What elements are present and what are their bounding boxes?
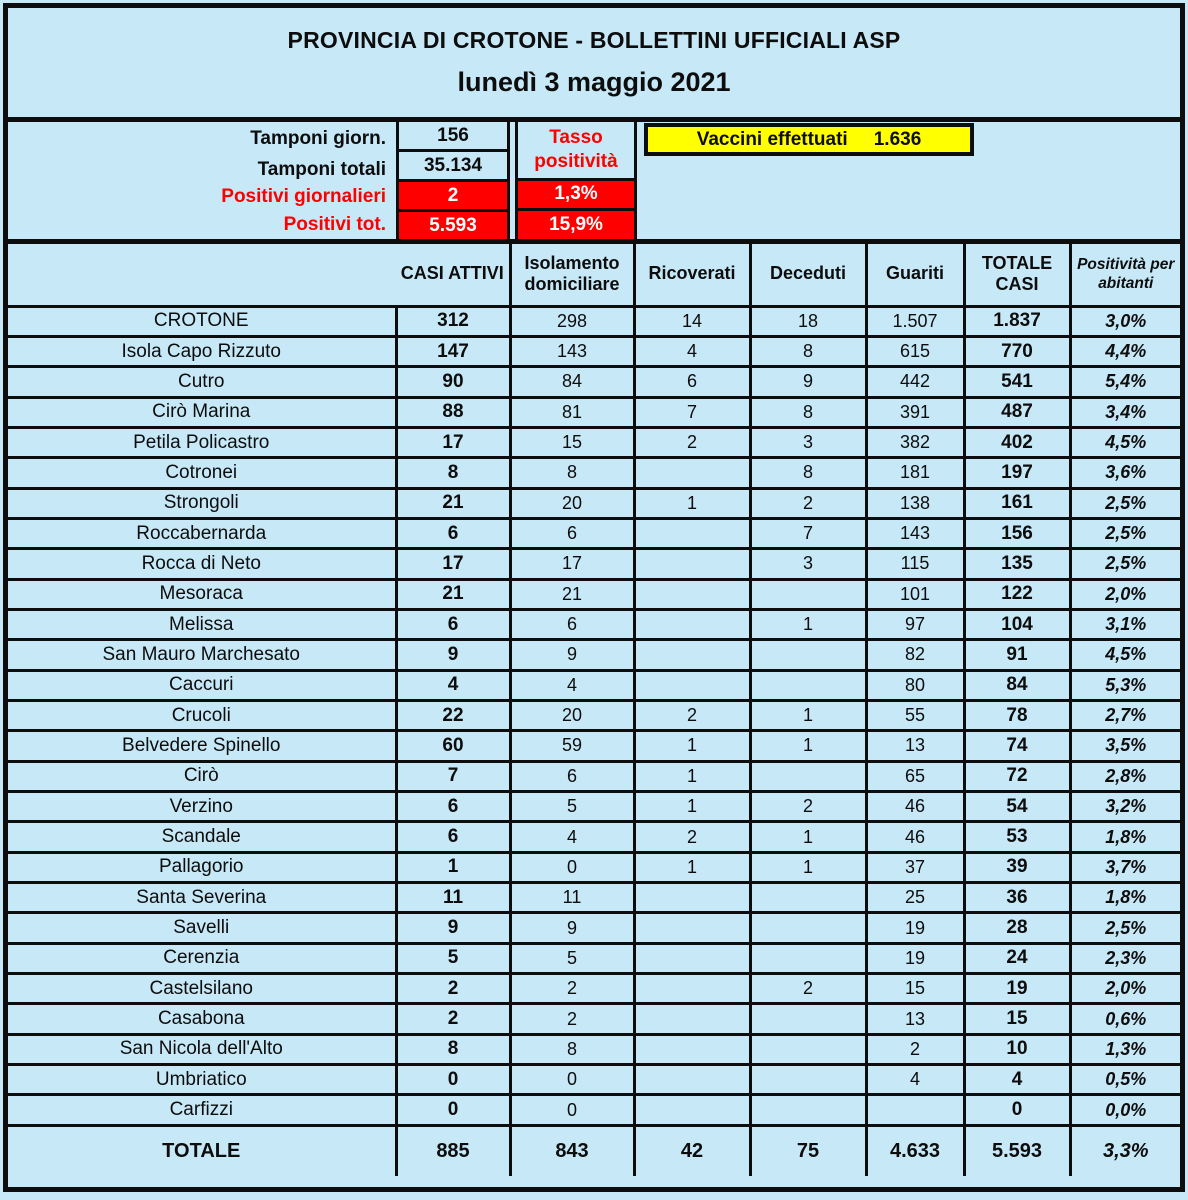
guariti-cell: 4.633 xyxy=(866,1125,964,1176)
deceduti-cell: 8 xyxy=(750,336,866,366)
casi-attivi-cell: 312 xyxy=(396,306,510,336)
isolamento-cell: 17 xyxy=(510,549,634,579)
deceduti-cell xyxy=(750,1004,866,1034)
positivita-cell: 2,5% xyxy=(1070,518,1180,548)
ricoverati-cell: 1 xyxy=(634,761,750,791)
ricoverati-cell: 1 xyxy=(634,792,750,822)
casi-attivi-cell: 147 xyxy=(396,336,510,366)
casi-attivi-cell: 2 xyxy=(396,1004,510,1034)
guariti-cell: 19 xyxy=(866,943,964,973)
table-row xyxy=(8,852,1180,882)
positivita-cell: 5,4% xyxy=(1070,367,1180,397)
isolamento-cell: 6 xyxy=(510,518,634,548)
casi-attivi-cell: 17 xyxy=(396,549,510,579)
guariti-cell: 442 xyxy=(866,367,964,397)
guariti-cell xyxy=(866,1095,964,1125)
tasso-positivita-panel xyxy=(515,122,637,239)
isolamento-cell: 6 xyxy=(510,609,634,639)
casi-attivi-cell: 9 xyxy=(396,640,510,670)
deceduti-cell xyxy=(750,883,866,913)
tamponi-totali-label: Tamponi totali xyxy=(257,158,386,180)
deceduti-cell xyxy=(750,640,866,670)
casi-attivi-cell: 0 xyxy=(396,1095,510,1125)
guariti-cell: 19 xyxy=(866,913,964,943)
deceduti-cell xyxy=(750,1095,866,1125)
totale-casi-cell: 10 xyxy=(964,1034,1070,1064)
isolamento-cell: 143 xyxy=(510,336,634,366)
table-body xyxy=(8,306,1180,1176)
isolamento-cell: 9 xyxy=(510,640,634,670)
municipality-cell: Petila Policastro xyxy=(8,427,396,457)
deceduti-cell: 1 xyxy=(750,609,866,639)
positivita-cell: 2,0% xyxy=(1070,974,1180,1004)
tasso-totale-value: 15,9% xyxy=(518,208,634,239)
isolamento-cell: 0 xyxy=(510,852,634,882)
vaccini-label: Vaccini effettuati xyxy=(696,128,848,150)
deceduti-cell: 9 xyxy=(750,367,866,397)
guariti-cell: 143 xyxy=(866,518,964,548)
ricoverati-cell: 1 xyxy=(634,488,750,518)
totale-casi-cell: 15 xyxy=(964,1004,1070,1034)
ricoverati-cell xyxy=(634,518,750,548)
table-row xyxy=(8,761,1180,791)
positivita-cell: 2,3% xyxy=(1070,943,1180,973)
isolamento-cell: 298 xyxy=(510,306,634,336)
municipality-cell: Pallagorio xyxy=(8,852,396,882)
table-row xyxy=(8,609,1180,639)
deceduti-cell: 3 xyxy=(750,549,866,579)
positivita-cell: 1,8% xyxy=(1070,822,1180,852)
table-row xyxy=(8,974,1180,1004)
table-row xyxy=(8,518,1180,548)
table-row xyxy=(8,1034,1180,1064)
municipality-cell: Crucoli xyxy=(8,700,396,730)
totale-casi-cell: 84 xyxy=(964,670,1070,700)
totale-casi-cell: 78 xyxy=(964,700,1070,730)
guariti-cell: 65 xyxy=(866,761,964,791)
casi-attivi-cell: 6 xyxy=(396,792,510,822)
deceduti-cell xyxy=(750,943,866,973)
ricoverati-cell: 2 xyxy=(634,427,750,457)
positivita-cell: 3,5% xyxy=(1070,731,1180,761)
positivita-cell: 3,0% xyxy=(1070,306,1180,336)
municipality-cell: Verzino xyxy=(8,792,396,822)
deceduti-cell: 2 xyxy=(750,792,866,822)
positivita-cell: 3,4% xyxy=(1070,397,1180,427)
guariti-cell: 82 xyxy=(866,640,964,670)
totale-casi-cell: 36 xyxy=(964,883,1070,913)
ricoverati-cell: 4 xyxy=(634,336,750,366)
municipality-cell: Mesoraca xyxy=(8,579,396,609)
ricoverati-cell xyxy=(634,1065,750,1095)
deceduti-cell: 18 xyxy=(750,306,866,336)
municipality-cell: Scandale xyxy=(8,822,396,852)
deceduti-cell xyxy=(750,1065,866,1095)
casi-attivi-cell: 2 xyxy=(396,974,510,1004)
positivita-cell: 4,5% xyxy=(1070,640,1180,670)
municipality-cell: Belvedere Spinello xyxy=(8,731,396,761)
table-row xyxy=(8,1004,1180,1034)
table-row xyxy=(8,822,1180,852)
totale-casi-column-header: TOTALE CASI xyxy=(964,244,1070,306)
ricoverati-cell xyxy=(634,579,750,609)
ricoverati-cell: 7 xyxy=(634,397,750,427)
municipality-cell: Carfizzi xyxy=(8,1095,396,1125)
municipality-cell: Cutro xyxy=(8,367,396,397)
guariti-cell: 25 xyxy=(866,883,964,913)
table-row xyxy=(8,549,1180,579)
guariti-cell: 4 xyxy=(866,1065,964,1095)
table-total-row xyxy=(8,1125,1180,1176)
table-row xyxy=(8,700,1180,730)
positivita-cell: 3,2% xyxy=(1070,792,1180,822)
totale-casi-cell: 39 xyxy=(964,852,1070,882)
positivita-cell: 1,3% xyxy=(1070,1034,1180,1064)
table-row xyxy=(8,731,1180,761)
deceduti-cell xyxy=(750,579,866,609)
deceduti-cell xyxy=(750,913,866,943)
guariti-cell: 15 xyxy=(866,974,964,1004)
positivita-column-header: Positività per abitanti xyxy=(1070,244,1180,306)
casi-attivi-cell: 5 xyxy=(396,943,510,973)
table-row xyxy=(8,367,1180,397)
ricoverati-cell xyxy=(634,943,750,973)
municipality-cell: Cirò Marina xyxy=(8,397,396,427)
guariti-cell: 80 xyxy=(866,670,964,700)
municipality-cell: Melissa xyxy=(8,609,396,639)
isolamento-cell: 2 xyxy=(510,974,634,1004)
table-row xyxy=(8,397,1180,427)
positivita-cell: 4,4% xyxy=(1070,336,1180,366)
guariti-cell: 13 xyxy=(866,1004,964,1034)
vaccini-box xyxy=(644,123,974,156)
casi-attivi-column-header: CASI ATTIVI xyxy=(396,244,510,306)
ricoverati-cell xyxy=(634,549,750,579)
guariti-cell: 2 xyxy=(866,1034,964,1064)
isolamento-cell: 15 xyxy=(510,427,634,457)
totale-casi-cell: 28 xyxy=(964,913,1070,943)
table-row xyxy=(8,640,1180,670)
guariti-cell: 115 xyxy=(866,549,964,579)
totale-casi-cell: 104 xyxy=(964,609,1070,639)
casi-attivi-cell: 6 xyxy=(396,822,510,852)
totale-casi-cell: 53 xyxy=(964,822,1070,852)
guariti-cell: 46 xyxy=(866,792,964,822)
table-row xyxy=(8,913,1180,943)
casi-attivi-cell: 17 xyxy=(396,427,510,457)
positivita-cell: 4,5% xyxy=(1070,427,1180,457)
table-row xyxy=(8,579,1180,609)
municipality-cell: Caccuri xyxy=(8,670,396,700)
positivita-cell: 0,0% xyxy=(1070,1095,1180,1125)
positivita-cell: 0,6% xyxy=(1070,1004,1180,1034)
casi-attivi-cell: 60 xyxy=(396,731,510,761)
positivi-giornalieri-value: 2 xyxy=(399,179,507,209)
deceduti-cell: 7 xyxy=(750,518,866,548)
ricoverati-cell xyxy=(634,458,750,488)
isolamento-cell: 20 xyxy=(510,488,634,518)
deceduti-cell: 2 xyxy=(750,488,866,518)
casi-attivi-cell: 21 xyxy=(396,488,510,518)
totale-casi-cell: 122 xyxy=(964,579,1070,609)
deceduti-cell: 3 xyxy=(750,427,866,457)
casi-attivi-cell: 90 xyxy=(396,367,510,397)
totale-casi-cell: 91 xyxy=(964,640,1070,670)
totale-casi-cell: 24 xyxy=(964,943,1070,973)
guariti-cell: 55 xyxy=(866,700,964,730)
guariti-cell: 382 xyxy=(866,427,964,457)
tamponi-giorn-value: 156 xyxy=(437,124,469,146)
totale-casi-cell: 161 xyxy=(964,488,1070,518)
isolamento-cell: 2 xyxy=(510,1004,634,1034)
isolamento-cell: 59 xyxy=(510,731,634,761)
municipality-cell: Roccabernarda xyxy=(8,518,396,548)
ricoverati-cell: 1 xyxy=(634,731,750,761)
deceduti-cell: 1 xyxy=(750,700,866,730)
guariti-cell: 37 xyxy=(866,852,964,882)
guariti-cell: 46 xyxy=(866,822,964,852)
municipality-cell: Savelli xyxy=(8,913,396,943)
municipality-cell: Castelsilano xyxy=(8,974,396,1004)
deceduti-cell xyxy=(750,1034,866,1064)
deceduti-cell: 75 xyxy=(750,1125,866,1176)
bulletin-frame xyxy=(3,3,1185,1192)
totale-casi-cell: 5.593 xyxy=(964,1125,1070,1176)
deceduti-cell: 8 xyxy=(750,397,866,427)
totale-casi-cell: 4 xyxy=(964,1065,1070,1095)
isolamento-cell: 8 xyxy=(510,1034,634,1064)
table-row xyxy=(8,943,1180,973)
guariti-cell: 138 xyxy=(866,488,964,518)
ricoverati-cell: 14 xyxy=(634,306,750,336)
casi-attivi-cell: 1 xyxy=(396,852,510,882)
municipality-cell: Umbriatico xyxy=(8,1065,396,1095)
municipality-cell: Strongoli xyxy=(8,488,396,518)
bulletin-date: lunedì 3 maggio 2021 xyxy=(457,67,731,97)
isolamento-cell: 5 xyxy=(510,943,634,973)
deceduti-column-header: Deceduti xyxy=(750,244,866,306)
isolamento-cell: 20 xyxy=(510,700,634,730)
positivi-giornalieri-label: Positivi giornalieri xyxy=(221,186,386,208)
stats-value-stack xyxy=(396,122,510,239)
isolamento-cell: 11 xyxy=(510,883,634,913)
positivita-cell: 5,3% xyxy=(1070,670,1180,700)
isolamento-cell: 843 xyxy=(510,1125,634,1176)
table-header-row xyxy=(8,244,1180,306)
bulletin-table xyxy=(8,244,1180,1176)
ricoverati-cell xyxy=(634,1034,750,1064)
tamponi-giorn-label: Tamponi giorn. xyxy=(250,128,386,149)
guariti-cell: 181 xyxy=(866,458,964,488)
guariti-column-header: Guariti xyxy=(866,244,964,306)
casi-attivi-cell: 885 xyxy=(396,1125,510,1176)
ricoverati-cell xyxy=(634,913,750,943)
totale-casi-cell: 197 xyxy=(964,458,1070,488)
isolamento-cell: 6 xyxy=(510,761,634,791)
totale-casi-cell: 54 xyxy=(964,792,1070,822)
ricoverati-cell: 1 xyxy=(634,852,750,882)
ricoverati-cell xyxy=(634,883,750,913)
positivita-cell: 2,8% xyxy=(1070,761,1180,791)
positivita-cell: 2,7% xyxy=(1070,700,1180,730)
ricoverati-cell xyxy=(634,1004,750,1034)
positivita-cell: 2,5% xyxy=(1070,913,1180,943)
casi-attivi-cell: 6 xyxy=(396,518,510,548)
ricoverati-cell: 42 xyxy=(634,1125,750,1176)
guariti-cell: 13 xyxy=(866,731,964,761)
table-row xyxy=(8,883,1180,913)
page-title: PROVINCIA DI CROTONE - BOLLETTINI UFFICIALI ASP xyxy=(287,27,901,53)
casi-attivi-cell: 9 xyxy=(396,913,510,943)
isolamento-cell: 4 xyxy=(510,670,634,700)
casi-attivi-cell: 8 xyxy=(396,458,510,488)
totale-casi-cell: 135 xyxy=(964,549,1070,579)
positivi-tot-value: 5.593 xyxy=(399,209,507,239)
casi-attivi-cell: 0 xyxy=(396,1065,510,1095)
positivita-cell: 3,1% xyxy=(1070,609,1180,639)
positivita-cell: 3,6% xyxy=(1070,458,1180,488)
municipality-cell: Santa Severina xyxy=(8,883,396,913)
deceduti-cell: 2 xyxy=(750,974,866,1004)
positivi-tot-label: Positivi tot. xyxy=(283,214,386,236)
guariti-cell: 615 xyxy=(866,336,964,366)
municipality-cell: Rocca di Neto xyxy=(8,549,396,579)
positivita-cell: 1,8% xyxy=(1070,883,1180,913)
isolamento-cell: 21 xyxy=(510,579,634,609)
totale-casi-cell: 0 xyxy=(964,1095,1070,1125)
tasso-positivita-label: Tasso positività xyxy=(534,127,618,172)
totale-casi-cell: 402 xyxy=(964,427,1070,457)
casi-attivi-cell: 6 xyxy=(396,609,510,639)
guariti-cell: 97 xyxy=(866,609,964,639)
isolamento-cell: 81 xyxy=(510,397,634,427)
isolamento-cell: 5 xyxy=(510,792,634,822)
municipality-cell: San Mauro Marchesato xyxy=(8,640,396,670)
stats-panel xyxy=(8,122,1180,244)
municipality-column-header xyxy=(8,244,396,306)
vaccini-value: 1.636 xyxy=(873,128,922,150)
guariti-cell: 101 xyxy=(866,579,964,609)
deceduti-cell: 1 xyxy=(750,822,866,852)
tamponi-totali-value: 35.134 xyxy=(399,149,507,179)
casi-attivi-cell: 8 xyxy=(396,1034,510,1064)
positivita-cell: 2,5% xyxy=(1070,488,1180,518)
positivita-cell: 2,5% xyxy=(1070,549,1180,579)
totale-casi-cell: 487 xyxy=(964,397,1070,427)
isolamento-column-header: Isolamento domiciliare xyxy=(510,244,634,306)
positivita-cell: 3,3% xyxy=(1070,1125,1180,1176)
ricoverati-cell xyxy=(634,670,750,700)
table-row xyxy=(8,336,1180,366)
municipality-cell: TOTALE xyxy=(8,1125,396,1176)
municipality-cell: Cotronei xyxy=(8,458,396,488)
casi-attivi-cell: 7 xyxy=(396,761,510,791)
municipality-cell: San Nicola dell'Alto xyxy=(8,1034,396,1064)
isolamento-cell: 4 xyxy=(510,822,634,852)
positivita-cell: 3,7% xyxy=(1070,852,1180,882)
municipality-cell: Isola Capo Rizzuto xyxy=(8,336,396,366)
deceduti-cell: 1 xyxy=(750,852,866,882)
municipality-cell: Cerenzia xyxy=(8,943,396,973)
isolamento-cell: 9 xyxy=(510,913,634,943)
table-row xyxy=(8,1065,1180,1095)
municipality-cell: CROTONE xyxy=(8,306,396,336)
deceduti-cell: 1 xyxy=(750,731,866,761)
totale-casi-cell: 1.837 xyxy=(964,306,1070,336)
isolamento-cell: 8 xyxy=(510,458,634,488)
ricoverati-cell xyxy=(634,609,750,639)
ricoverati-cell xyxy=(634,640,750,670)
totale-casi-cell: 541 xyxy=(964,367,1070,397)
positivita-cell: 0,5% xyxy=(1070,1065,1180,1095)
totale-casi-cell: 156 xyxy=(964,518,1070,548)
municipality-cell: Casabona xyxy=(8,1004,396,1034)
totale-casi-cell: 19 xyxy=(964,974,1070,1004)
ricoverati-column-header: Ricoverati xyxy=(634,244,750,306)
totale-casi-cell: 770 xyxy=(964,336,1070,366)
table-row xyxy=(8,670,1180,700)
header xyxy=(8,8,1180,122)
totale-casi-cell: 74 xyxy=(964,731,1070,761)
deceduti-cell xyxy=(750,670,866,700)
isolamento-cell: 0 xyxy=(510,1095,634,1125)
casi-attivi-cell: 22 xyxy=(396,700,510,730)
table-row xyxy=(8,488,1180,518)
deceduti-cell xyxy=(750,761,866,791)
table-row xyxy=(8,458,1180,488)
table-row xyxy=(8,306,1180,336)
municipality-cell: Cirò xyxy=(8,761,396,791)
guariti-cell: 391 xyxy=(866,397,964,427)
ricoverati-cell xyxy=(634,1095,750,1125)
guariti-cell: 1.507 xyxy=(866,306,964,336)
table-row xyxy=(8,427,1180,457)
totale-casi-cell: 72 xyxy=(964,761,1070,791)
casi-attivi-cell: 11 xyxy=(396,883,510,913)
table-row xyxy=(8,1095,1180,1125)
tasso-giornaliero-value: 1,3% xyxy=(518,178,634,209)
ricoverati-cell xyxy=(634,974,750,1004)
ricoverati-cell: 2 xyxy=(634,822,750,852)
ricoverati-cell: 2 xyxy=(634,700,750,730)
table-row xyxy=(8,792,1180,822)
positivita-cell: 2,0% xyxy=(1070,579,1180,609)
casi-attivi-cell: 21 xyxy=(396,579,510,609)
ricoverati-cell: 6 xyxy=(634,367,750,397)
casi-attivi-cell: 4 xyxy=(396,670,510,700)
isolamento-cell: 84 xyxy=(510,367,634,397)
deceduti-cell: 8 xyxy=(750,458,866,488)
casi-attivi-cell: 88 xyxy=(396,397,510,427)
isolamento-cell: 0 xyxy=(510,1065,634,1095)
